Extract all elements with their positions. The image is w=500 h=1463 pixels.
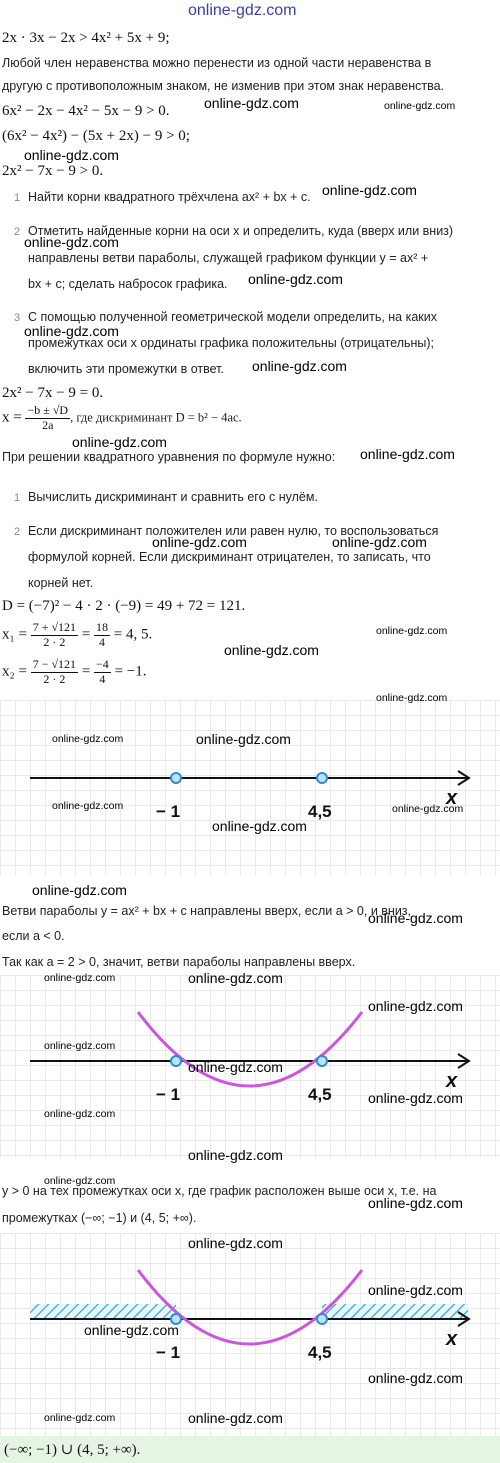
watermark: online-gdz.com (188, 970, 283, 986)
root-label: 4,5 (308, 1085, 332, 1104)
root-point (317, 1056, 327, 1066)
solve-step-text: Если дискриминант положителен или равен нулю, то воспользоваться (28, 524, 439, 538)
root-point (171, 773, 181, 783)
plan-item-text: промежутках оси x ординаты графика положительны (отрицательны); (28, 336, 435, 350)
watermark: online-gdz.com (188, 1235, 283, 1251)
x1-num-2: 18 (96, 620, 109, 634)
watermark: online-gdz.com (322, 182, 417, 198)
solve-step-number: 1 (14, 492, 21, 504)
number-line-figure (0, 700, 500, 876)
x1-tail: = 4, 5. (113, 626, 153, 643)
positive-text: y > 0 на тех промежутках оси x, где график расположен выше оси x, т.е. на (2, 1184, 437, 1198)
interval-hatch-right (322, 1304, 468, 1318)
transform-step: (6x² − 4x²) − (5x + 2x) − 9 > 0; (2, 128, 190, 144)
watermark: online-gdz.com (44, 1040, 116, 1052)
root-label: − 1 (156, 1343, 181, 1362)
watermark: online-gdz.com (368, 1370, 463, 1386)
watermark: online-gdz.com (368, 1282, 463, 1298)
answer-box (0, 1436, 500, 1463)
watermark: online-gdz.com (368, 1195, 463, 1211)
solve-intro: При решении квадратного уравнения по формуле нужно: (2, 450, 336, 464)
x2-fraction-2 (94, 658, 111, 687)
watermark: online-gdz.com (368, 1090, 463, 1106)
axis-label-x: x (446, 1328, 458, 1350)
root-label: 4,5 (308, 802, 332, 821)
root-x2 (2, 658, 146, 687)
x2-fraction (31, 658, 78, 687)
root-point (317, 773, 327, 783)
watermark: online-gdz.com (368, 910, 463, 926)
transform-step: 2x² − 7x − 9 > 0. (2, 163, 104, 179)
solve-step-text: корней нет. (28, 576, 94, 590)
watermark: online-gdz.com (44, 1175, 116, 1187)
root-point (171, 1056, 181, 1066)
plan-item-number: 2 (14, 226, 21, 238)
watermark: online-gdz.com (52, 733, 124, 745)
root-label: 4,5 (308, 1343, 332, 1362)
x1-eq: = (81, 626, 91, 643)
watermark: online-gdz.com (204, 95, 299, 111)
header-watermark: online-gdz.com (188, 2, 297, 19)
inequality-line: 2x · 3x − 2x > 4x² + 5x + 9; (2, 30, 170, 46)
watermark: online-gdz.com (32, 882, 127, 898)
formula-lhs: x = (2, 409, 22, 426)
branches-text: Ветви параболы y = ax² + bx + c направлены вверх, если a > 0, и вниз, (2, 904, 412, 918)
rule-line: Любой член неравенства можно перенести из одной части неравенства в (2, 56, 432, 70)
x1-fraction-2 (94, 621, 110, 650)
x1-num: 7 + √121 (32, 620, 77, 634)
watermark: online-gdz.com (360, 446, 455, 462)
formula-numerator: −b ± √D (27, 403, 69, 417)
watermark: online-gdz.com (196, 731, 291, 747)
plan-item-text: направлены ветви параболы, служащей графиком функции y = ax² + (28, 251, 429, 265)
plan-item-text: С помощью полученной геометрической модели определить, на каких (28, 310, 438, 324)
x1-fraction (31, 621, 78, 650)
x2-num: 7 − √121 (32, 657, 77, 671)
watermark: online-gdz.com (84, 1322, 179, 1338)
watermark: online-gdz.com (72, 434, 167, 450)
x2-eq: = (81, 663, 91, 680)
watermark: online-gdz.com (224, 642, 319, 658)
watermark: online-gdz.com (44, 1108, 116, 1120)
interval-hatch-left (30, 1304, 176, 1318)
root-point (317, 1314, 327, 1324)
plan-item-text: Отметить найденные корни на оси x и определить, куда (вверх или вниз) (28, 224, 454, 238)
watermark: online-gdz.com (152, 534, 247, 550)
watermark: online-gdz.com (252, 358, 347, 374)
transform-step: 6x² − 2x − 4x² − 5x − 9 > 0. (2, 103, 170, 119)
axis-label-x: x (446, 787, 458, 809)
intervals-figure (0, 1233, 500, 1436)
solve-step-number: 2 (14, 526, 21, 538)
root-x1 (2, 621, 152, 650)
solve-step-text: формулой корней. Если дискриминант отрицателен, то записать, что (28, 550, 431, 564)
plan-item-number: 1 (14, 192, 21, 204)
root-formula (2, 404, 242, 433)
plan-item-number: 3 (14, 312, 21, 324)
quadratic-equation: 2x² − 7x − 9 = 0. (2, 385, 104, 401)
solve-step-text: Вычислить дискриминант и сравнить его с нулём. (28, 490, 318, 504)
plan-item-text: включить эти промежутки в ответ. (28, 362, 224, 376)
positive-text: промежутках (−∞; −1) и (4, 5; +∞). (2, 1211, 197, 1225)
watermark: online-gdz.com (332, 534, 427, 550)
watermark: online-gdz.com (188, 1410, 283, 1426)
number-line-svg (0, 700, 500, 876)
plan-item-text: Найти корни квадратного трёхчлена ax² + bx + c. (28, 190, 311, 204)
x2-num-2: −4 (96, 657, 109, 671)
watermark: online-gdz.com (392, 803, 464, 815)
watermark: online-gdz.com (44, 972, 116, 984)
watermark: online-gdz.com (376, 692, 448, 704)
formula-denominator: 2a (42, 417, 54, 432)
watermark: online-gdz.com (368, 998, 463, 1014)
x2-den-2: 4 (99, 671, 106, 686)
x1-lhs: x₁ = (2, 626, 27, 643)
root-label: − 1 (156, 1085, 181, 1104)
branches-text: если a < 0. (2, 929, 65, 943)
x2-den: 2 · 2 (43, 671, 66, 686)
watermark: online-gdz.com (52, 800, 124, 812)
x2-lhs: x₂ = (2, 663, 27, 680)
since-text: Так как a = 2 > 0, значит, ветви параболы направлены вверх. (2, 955, 356, 969)
rule-line: другую с противоположным знаком, не изменив при этом знак неравенства. (2, 79, 444, 93)
watermark: online-gdz.com (44, 1412, 116, 1424)
watermark: online-gdz.com (212, 818, 307, 834)
watermark: online-gdz.com (248, 271, 343, 287)
formula-fraction (25, 404, 70, 433)
axis-label-x: x (446, 1070, 458, 1092)
watermark: online-gdz.com (24, 234, 119, 250)
watermark: online-gdz.com (376, 625, 448, 637)
watermark: online-gdz.com (24, 147, 119, 163)
watermark: online-gdz.com (188, 1147, 283, 1163)
x1-den-2: 4 (99, 634, 106, 649)
root-label: − 1 (156, 802, 181, 821)
x1-den: 2 · 2 (43, 634, 66, 649)
watermark: online-gdz.com (24, 323, 119, 339)
answer-text: (−∞; −1) ∪ (4, 5; +∞). (4, 1442, 141, 1458)
plan-item-text: bx + c; сделать набросок графика. (28, 277, 228, 291)
watermark: online-gdz.com (188, 1059, 283, 1075)
watermark: online-gdz.com (384, 100, 456, 112)
x2-tail: = −1. (114, 663, 147, 680)
intervals-svg (0, 1233, 500, 1436)
discriminant-calc: D = (−7)² − 4 · 2 · (−9) = 49 + 72 = 121. (2, 598, 246, 614)
formula-note: , где дискриминант D = b² − 4ac. (70, 410, 242, 425)
